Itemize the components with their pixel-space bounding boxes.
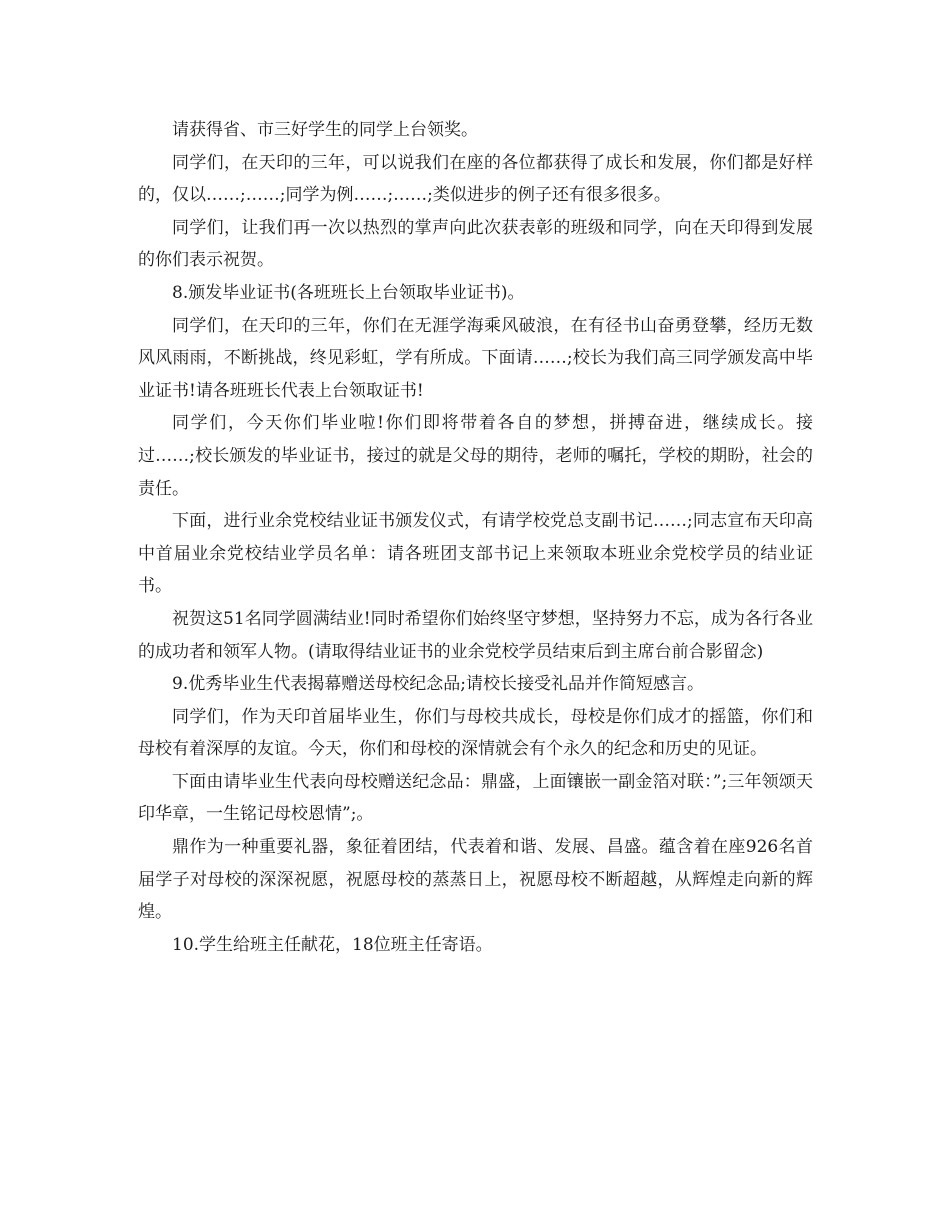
paragraph: 同学们，作为天印首届毕业生，你们与母校共成长，母校是你们成才的摇篮，你们和母校有着深厚的友谊。今天，你们和母校的深情就会有个永久的纪念和历史的见证。 <box>138 706 813 760</box>
paragraph: 请获得省、市三好学生的同学上台领奖。 <box>172 120 478 140</box>
paragraph: 同学们，让我们再一次以热烈的掌声向此次获表彰的班级和同学，向在天印得到发展的你们表示祝贺。 <box>138 217 813 271</box>
section-heading: 8.颁发毕业证书(各班班长上台领取毕业证书)。 <box>172 282 525 303</box>
paragraph: 下面，进行业余党校结业证书颁发仪式，有请学校党总支副书记……;同志宣布天印高中首届业余党校结业学员名单：请各班团支部书记上来领取本班业余党校学员的结业证书。 <box>138 511 813 597</box>
section-heading: 10.学生给班主任献花，18位班主任寄语。 <box>172 934 493 955</box>
paragraph: 祝贺这51名同学圆满结业!同时希望你们始终坚守梦想，坚持努力不忘，成为各行各业的成功者和领军人物。(请取得结业证书的业余党校学员结束后到主席台前合影留念) <box>138 608 813 662</box>
section-heading: 9.优秀毕业生代表揭幕赠送母校纪念品;请校长接受礼品并作简短感言。 <box>172 674 704 695</box>
paragraph: 鼎作为一种重要礼器，象征着团结，代表着和谐、发展、昌盛。蕴含着在座926名首届学子对母校的深深祝愿，祝愿母校的蒸蒸日上，祝愿母校不断超越，从辉煌走向新的辉煌。 <box>138 837 813 923</box>
paragraph: 同学们，在天印的三年，可以说我们在座的各位都获得了成长和发展，你们都是好样的，仅以……;……;同学为例……;……;类似进步的例子还有很多很多。 <box>138 152 813 206</box>
paragraph: 同学们，今天你们毕业啦!你们即将带着各自的梦想，拼搏奋进，继续成长。接过……;校长颁发的毕业证书，接过的就是父母的期待，老师的嘱托，学校的期盼，社会的责任。 <box>138 413 813 499</box>
paragraph: 下面由请毕业生代表向母校赠送纪念品：鼎盛，上面镶嵌一副金箔对联：”;三年领颂天印华章，一生铭记母校恩情”;。 <box>138 771 813 825</box>
paragraph: 同学们，在天印的三年，你们在无涯学海乘风破浪，在有径书山奋勇登攀，经历无数风风雨雨，不断挑战，终见彩虹，学有所成。下面请……;校长为我们高三同学颁发高中毕业证书!请各班班长代表上台领取证书! <box>138 315 813 401</box>
document-body <box>138 114 813 961</box>
